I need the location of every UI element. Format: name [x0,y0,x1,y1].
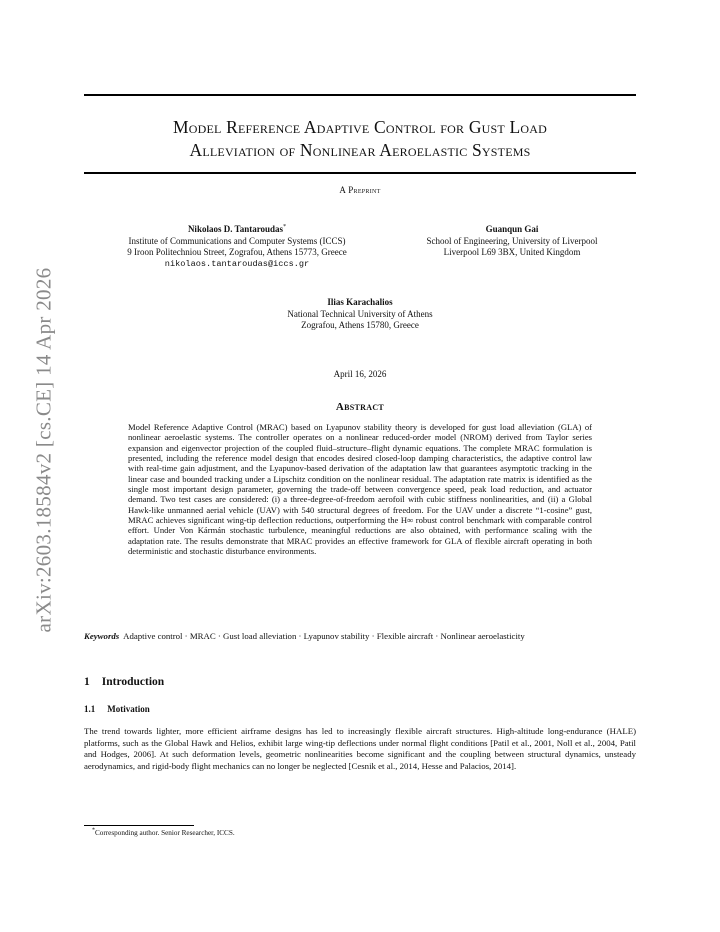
keywords [84,631,636,642]
subsection-title: Motivation [107,704,150,714]
title-top-rule [84,94,636,96]
author-block-2 [396,224,628,259]
author-address: Liverpool L69 3BX, United Kingdom [443,247,581,257]
keywords-list: Adaptive control · MRAC · Gust load alleviation · Lyapunov stability · Flexible aircraft · Nonlinear aeroelasticity [123,631,525,641]
section-title: Introduction [101,676,165,688]
footnote-text: Corresponding author. Senior Researcher, ICCS. [95,829,235,837]
author-address: Zografou, Athens 15780, Greece [301,320,419,330]
author-block-3 [220,297,500,332]
abstract-heading: Abstract [335,401,385,413]
title-line-2: Alleviation of Nonlinear Aeroelastic Systems [189,140,531,160]
author-address: 9 Iroon Politechniou Street, Zografou, Athens 15773, Greece [127,247,347,257]
preprint-label: A Preprint [339,185,381,195]
author-name: Nikolaos D. Tantaroudas [187,224,284,234]
body-paragraph: The trend towards lighter, more efficient airframe designs has led to increasingly flexible aircraft structures. High-altitude long-endurance (HALE) platforms, such as the Global Hawk and Helios, exhibit large wing-tip deflections under normal flight conditions [Patil et al., 2001, Noll et al., 2004, Patil and Hodges, 2006]. At such deformation levels, geometric nonlinearities become significant and the coupling between structural dynamics, unsteady aerodynamics, and rigid-body flight mechanics can no longer be neglected [Cesnik et al., 2014, Hesse and Palacios, 2014]. [84,726,636,771]
section-number: 1 [84,676,90,688]
author-name: Guanqun Gai [485,224,539,234]
footnote-mark[interactable]: * [283,224,287,230]
author-affiliation: Institute of Communications and Computer Systems (ICCS) [128,235,346,246]
title-line-1: Model Reference Adaptive Control for Gust Load [172,117,548,137]
footnote-mark: * [92,827,95,834]
author-name: Ilias Karachalios [327,297,393,307]
subsection-heading [84,704,150,714]
author-block-1 [92,224,382,270]
author-affiliation: National Technical University of Athens [287,308,433,319]
author-affiliation: School of Engineering, University of Liverpool [426,235,598,246]
keywords-label: Keywords [84,631,120,641]
title-bottom-rule [84,172,636,174]
section-heading [84,676,164,688]
publication-date: April 16, 2026 [333,369,387,379]
abstract-text: Model Reference Adaptive Control (MRAC) based on Lyapunov stability theory is developed for gust load alleviation (GLA) of nonlinear aeroelastic systems. The controller operates on a nonlinear reduced-order model (NROM) derived from Taylor series expansion and eigenvector projection of the coupled fluid–structure–flight dynamic equations. The complete MRAC formulation is presented, including the reference model design that encodes desired closed-loop damping characteristics, the adaptive control law with real-time gain adjustment, and the Lyapunov-based derivation of the adaptation law that guarantees asymptotic tracking in the linear case and bounded tracking under a Lipschitz condition on the nonlinear residual. The adaptation rate matrix is identified as the single most important design parameter, governing the trade-off between convergence speed, peak load reduction, and actuator demand. Two test cases are considered: (i) a three-degree-of-freedom aerofoil with cubic stiffness nonlinearities, and (ii) a Global Hawk-like unmanned aerial vehicle (UAV) with 540 structural degrees of freedom. For the UAV under a discrete “1-cosine” gust, MRAC achieves significant wing-tip deflection reductions, outperforming the H∞ robust control benchmark with comparable control effort. Under Von Kármán stochastic turbulence, meaningful reductions are also obtained, with performance scaling with the adaptation rate. The results demonstrate that MRAC provides an effective framework for GLA of flexible aircraft operating in both deterministic and stochastic disturbance environments. [128,422,592,557]
footnote-rule [84,825,194,826]
paper-title [84,116,636,162]
footnote [92,829,235,837]
arxiv-identifier[interactable]: arXiv:2603.18584v2 [cs.CE] 14 Apr 2026 [31,267,56,633]
author-email[interactable]: nikolaos.tantaroudas@iccs.gr [164,258,310,269]
subsection-number: 1.1 [84,704,96,714]
